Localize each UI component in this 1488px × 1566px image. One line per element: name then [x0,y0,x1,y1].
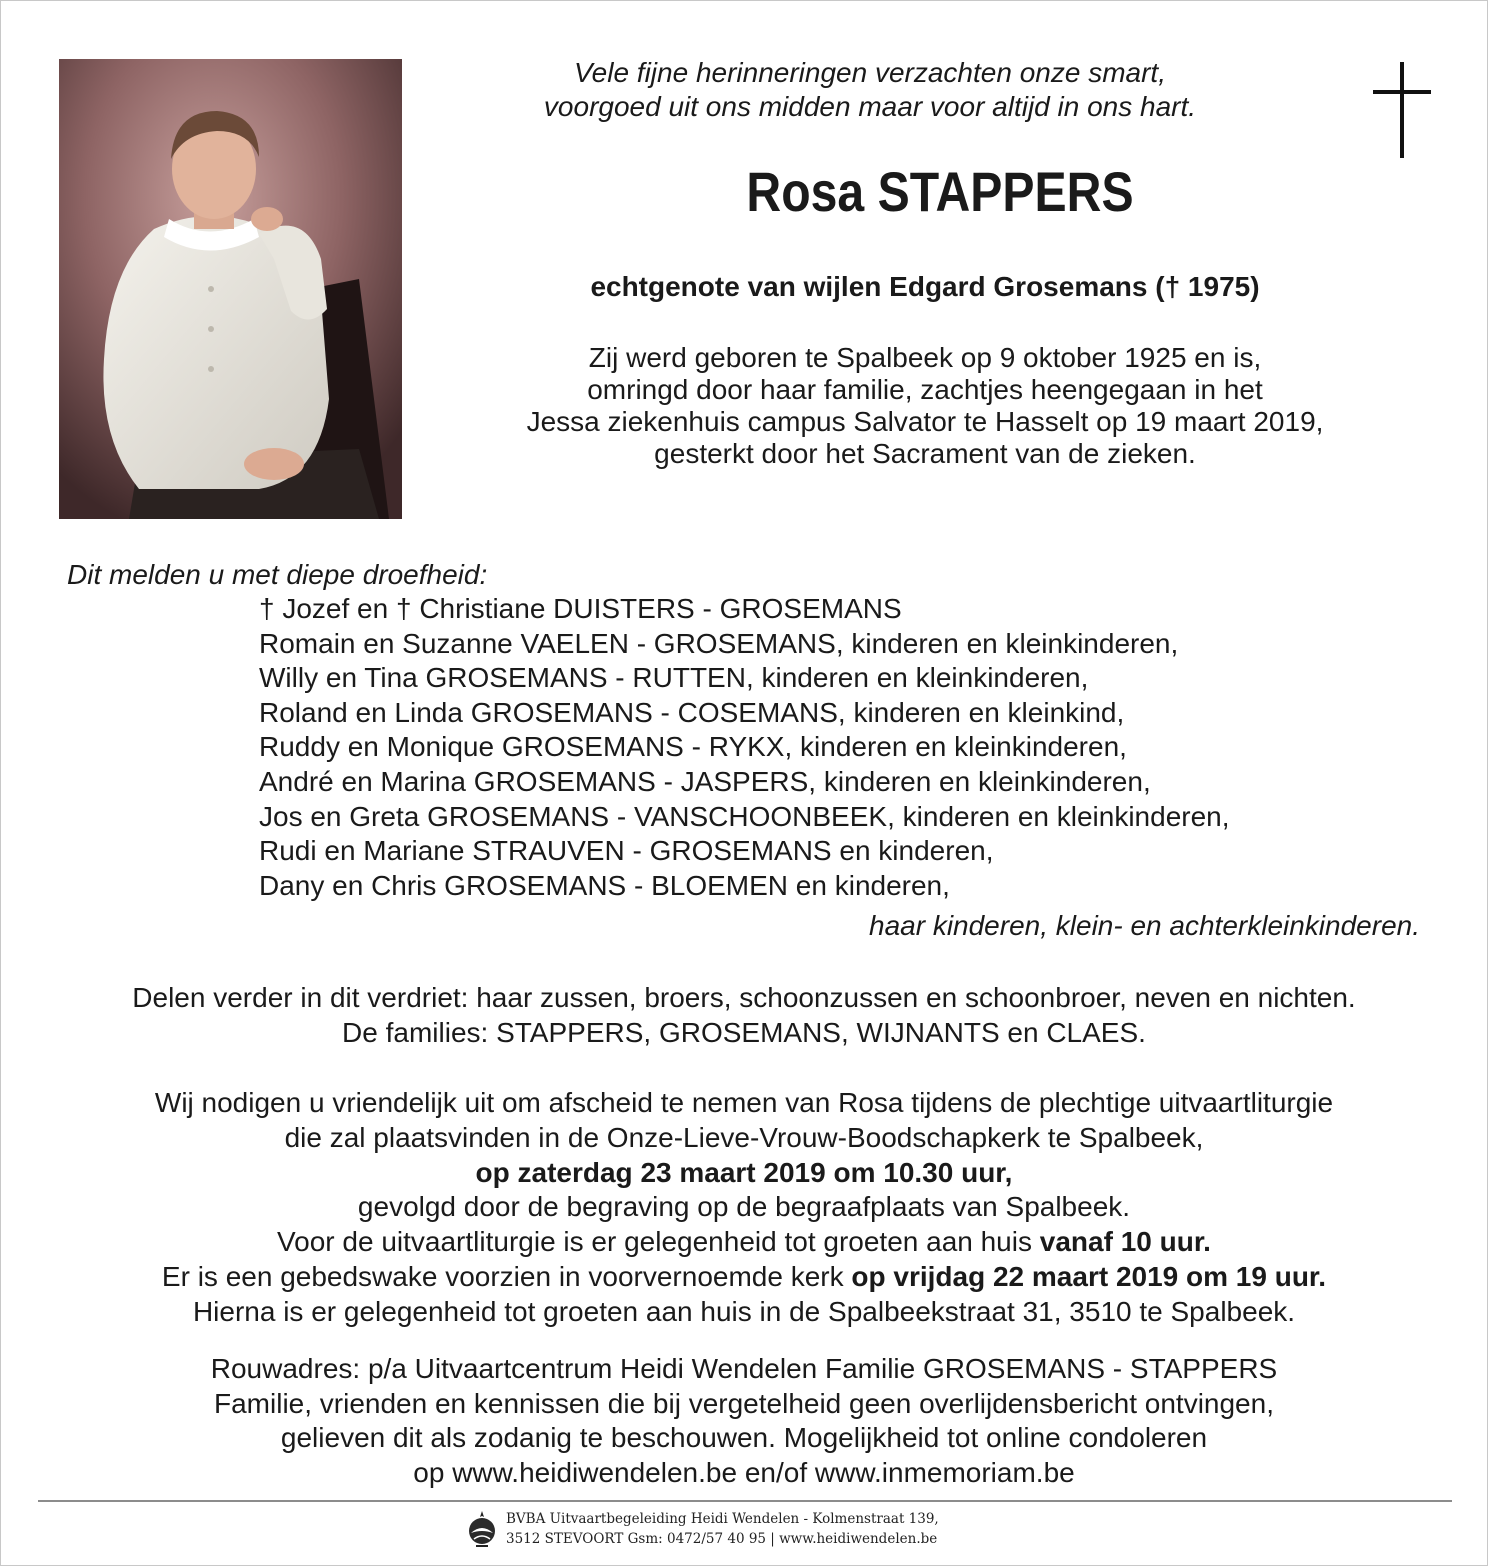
ceremony-line [20,1156,1468,1191]
contact-line: op www.heidiwendelen.be en/of www.inmemoriam.be [413,1456,1075,1488]
ceremony-line: Hierna is er gelegenheid tot groeten aan huis in de Spalbeekstraat 31, 3510 te Spalbeek. [192,1295,1296,1327]
bio-line: gesterkt door het Sacrament van de zieken. [654,438,1196,469]
footer-line: BVBA Uitvaartbegeleiding Heidi Wendelen - Kolmenstraat 139, [506,1511,939,1527]
footer-divider [38,1500,1452,1502]
poem-line: Vele fijne herinneringen verzachten onze smart, [574,57,1166,88]
memorial-poem [460,56,1280,124]
announcement-heading: Dit melden u met diepe droefheid: [67,559,488,590]
ceremony-line: Wij nodigen u vriendelijk uit om afscheid te nemen van Rosa tijdens de plechtige uitvaartliturgie [154,1087,1334,1118]
ceremony-time: vanaf 10 uur. [1039,1226,1211,1258]
portrait-photo [59,59,402,519]
contact-info [20,1352,1468,1490]
family-member: Jos en Greta GROSEMANS - VANSCHOONBEEK, kinderen en kleinkinderen, [259,800,1230,832]
share-line: De families: STAPPERS, GROSEMANS, WIJNANTS en CLAES. [342,1017,1146,1048]
family-member: André en Marina GROSEMANS - JASPERS, kinderen en kleinkinderen, [259,765,1151,797]
cross-icon [1373,62,1431,158]
ceremony-line [20,1260,1468,1295]
family-member: Roland en Linda GROSEMANS - COSEMANS, kinderen en kleinkind, [259,696,1125,728]
family-member: Romain en Suzanne VAELEN - GROSEMANS, kinderen en kleinkinderen, [259,627,1179,659]
family-member: Willy en Tina GROSEMANS - RUTTEN, kinderen en kleinkinderen, [259,662,1089,694]
bio-line: omringd door haar familie, zachtjes heengegaan in het [587,374,1263,405]
family-closing: haar kinderen, klein- en achterkleinkinderen. [869,910,1420,941]
ceremony-line: die zal plaatsvinden in de Onze-Lieve-Vrouw-Boodschapkerk te Spalbeek, [284,1121,1204,1153]
family-member: † Jozef en † Christiane DUISTERS - GROSEMANS [259,593,902,624]
bio-line: Jessa ziekenhuis campus Salvator te Hasselt op 19 maart 2019, [526,406,1324,437]
ceremony-text: Voor de uitvaartliturgie is er gelegenheid tot groeten aan huis [277,1226,1040,1258]
contact-line: Familie, vrienden en kennissen die bij vergetelheid geen overlijdensbericht ontvingen, [214,1387,1274,1419]
poem-line: voorgoed uit ons midden maar voor altijd in ons hart. [543,91,1197,122]
bio-line: Zij werd geboren te Spalbeek op 9 oktober 1925 en is, [588,342,1262,373]
deceased-name: Rosa STAPPERS [746,160,1134,223]
family-member: Ruddy en Monique GROSEMANS - RYKX, kinderen en kleinkinderen, [259,731,1127,763]
ceremony-line: gevolgd door de begraving op de begraafplaats van Spalbeek. [357,1191,1131,1223]
footer-line: 3512 STEVOORT Gsm: 0472/57 40 95 | www.heidiwendelen.be [506,1531,938,1547]
footer-address [506,1509,986,1549]
share-line: Delen verder in dit verdriet: haar zussen, broers, schoonzussen en schoonbroer, neven en nichten. [132,982,1356,1013]
family-member: Dany en Chris GROSEMANS - BLOEMEN en kinderen, [259,869,950,901]
vigil-date: op vrijdag 22 maart 2019 om 19 uur. [851,1260,1327,1292]
ceremony-text: Er is een gebedswake voorzien in voorvernoemde kerk [161,1260,852,1292]
ceremony-info [20,1086,1468,1330]
share-grief [20,980,1468,1050]
ceremony-line [20,1225,1468,1260]
contact-line: gelieven dit als zodanig te beschouwen. Mogelijkheid tot online condoleren [280,1422,1208,1454]
biography [420,342,1430,470]
family-list [259,592,1439,903]
contact-line: Rouwadres: p/a Uitvaartcentrum Heidi Wendelen Familie GROSEMANS - STAPPERS [210,1353,1278,1384]
spouse-line: echtgenote van wijlen Edgard Grosemans († 1975) [590,271,1260,302]
funeral-home-logo-icon [466,1509,498,1549]
ceremony-date: op zaterdag 23 maart 2019 om 10.30 uur, [475,1156,1013,1188]
family-member: Rudi en Mariane STRAUVEN - GROSEMANS en kinderen, [259,835,994,867]
